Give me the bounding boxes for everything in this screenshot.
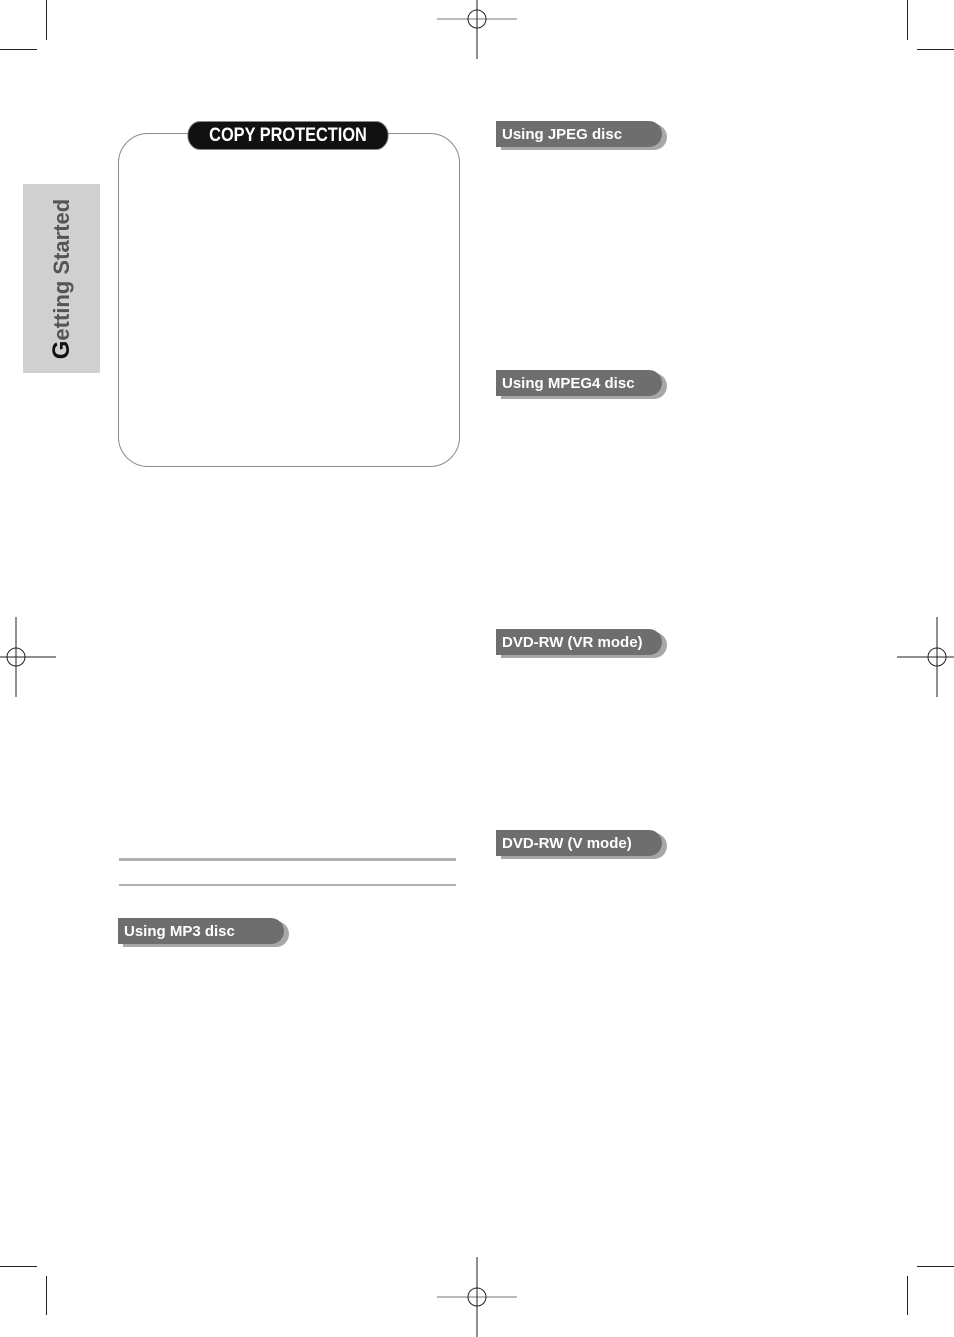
copy-protection-box [118, 133, 460, 467]
crop-mark [917, 49, 954, 50]
section-heading-label: Using MPEG4 disc [496, 370, 662, 396]
crop-mark [907, 0, 908, 40]
crop-mark [0, 1266, 37, 1267]
divider-line [119, 884, 456, 886]
crop-mark [46, 1276, 47, 1315]
registration-mark-top [437, 0, 517, 59]
crop-mark [0, 49, 37, 50]
section-heading-jpeg [496, 121, 662, 147]
side-tab-label [48, 198, 76, 358]
registration-mark-right [897, 617, 954, 697]
section-heading-label: Using MP3 disc [118, 918, 284, 944]
section-heading-mp3 [118, 918, 284, 944]
copy-protection-title: COPY PROTECTION [187, 121, 388, 150]
section-heading-label: Using JPEG disc [496, 121, 662, 147]
crop-mark [907, 1276, 908, 1315]
section-heading-label: DVD-RW (V mode) [496, 830, 662, 856]
section-heading-label: DVD-RW (VR mode) [496, 629, 662, 655]
divider-line [119, 858, 456, 861]
crop-mark [917, 1266, 954, 1267]
section-heading-dvd-rw-v [496, 830, 662, 856]
side-tab-label-rest: etting Started [48, 198, 74, 341]
registration-mark-bottom [437, 1257, 517, 1337]
section-heading-dvd-rw-vr [496, 629, 662, 655]
side-tab-label-initial: G [47, 340, 75, 359]
crop-mark [46, 0, 47, 40]
registration-mark-left [0, 617, 56, 697]
section-heading-mpeg4 [496, 370, 662, 396]
side-tab-getting-started [23, 184, 100, 373]
